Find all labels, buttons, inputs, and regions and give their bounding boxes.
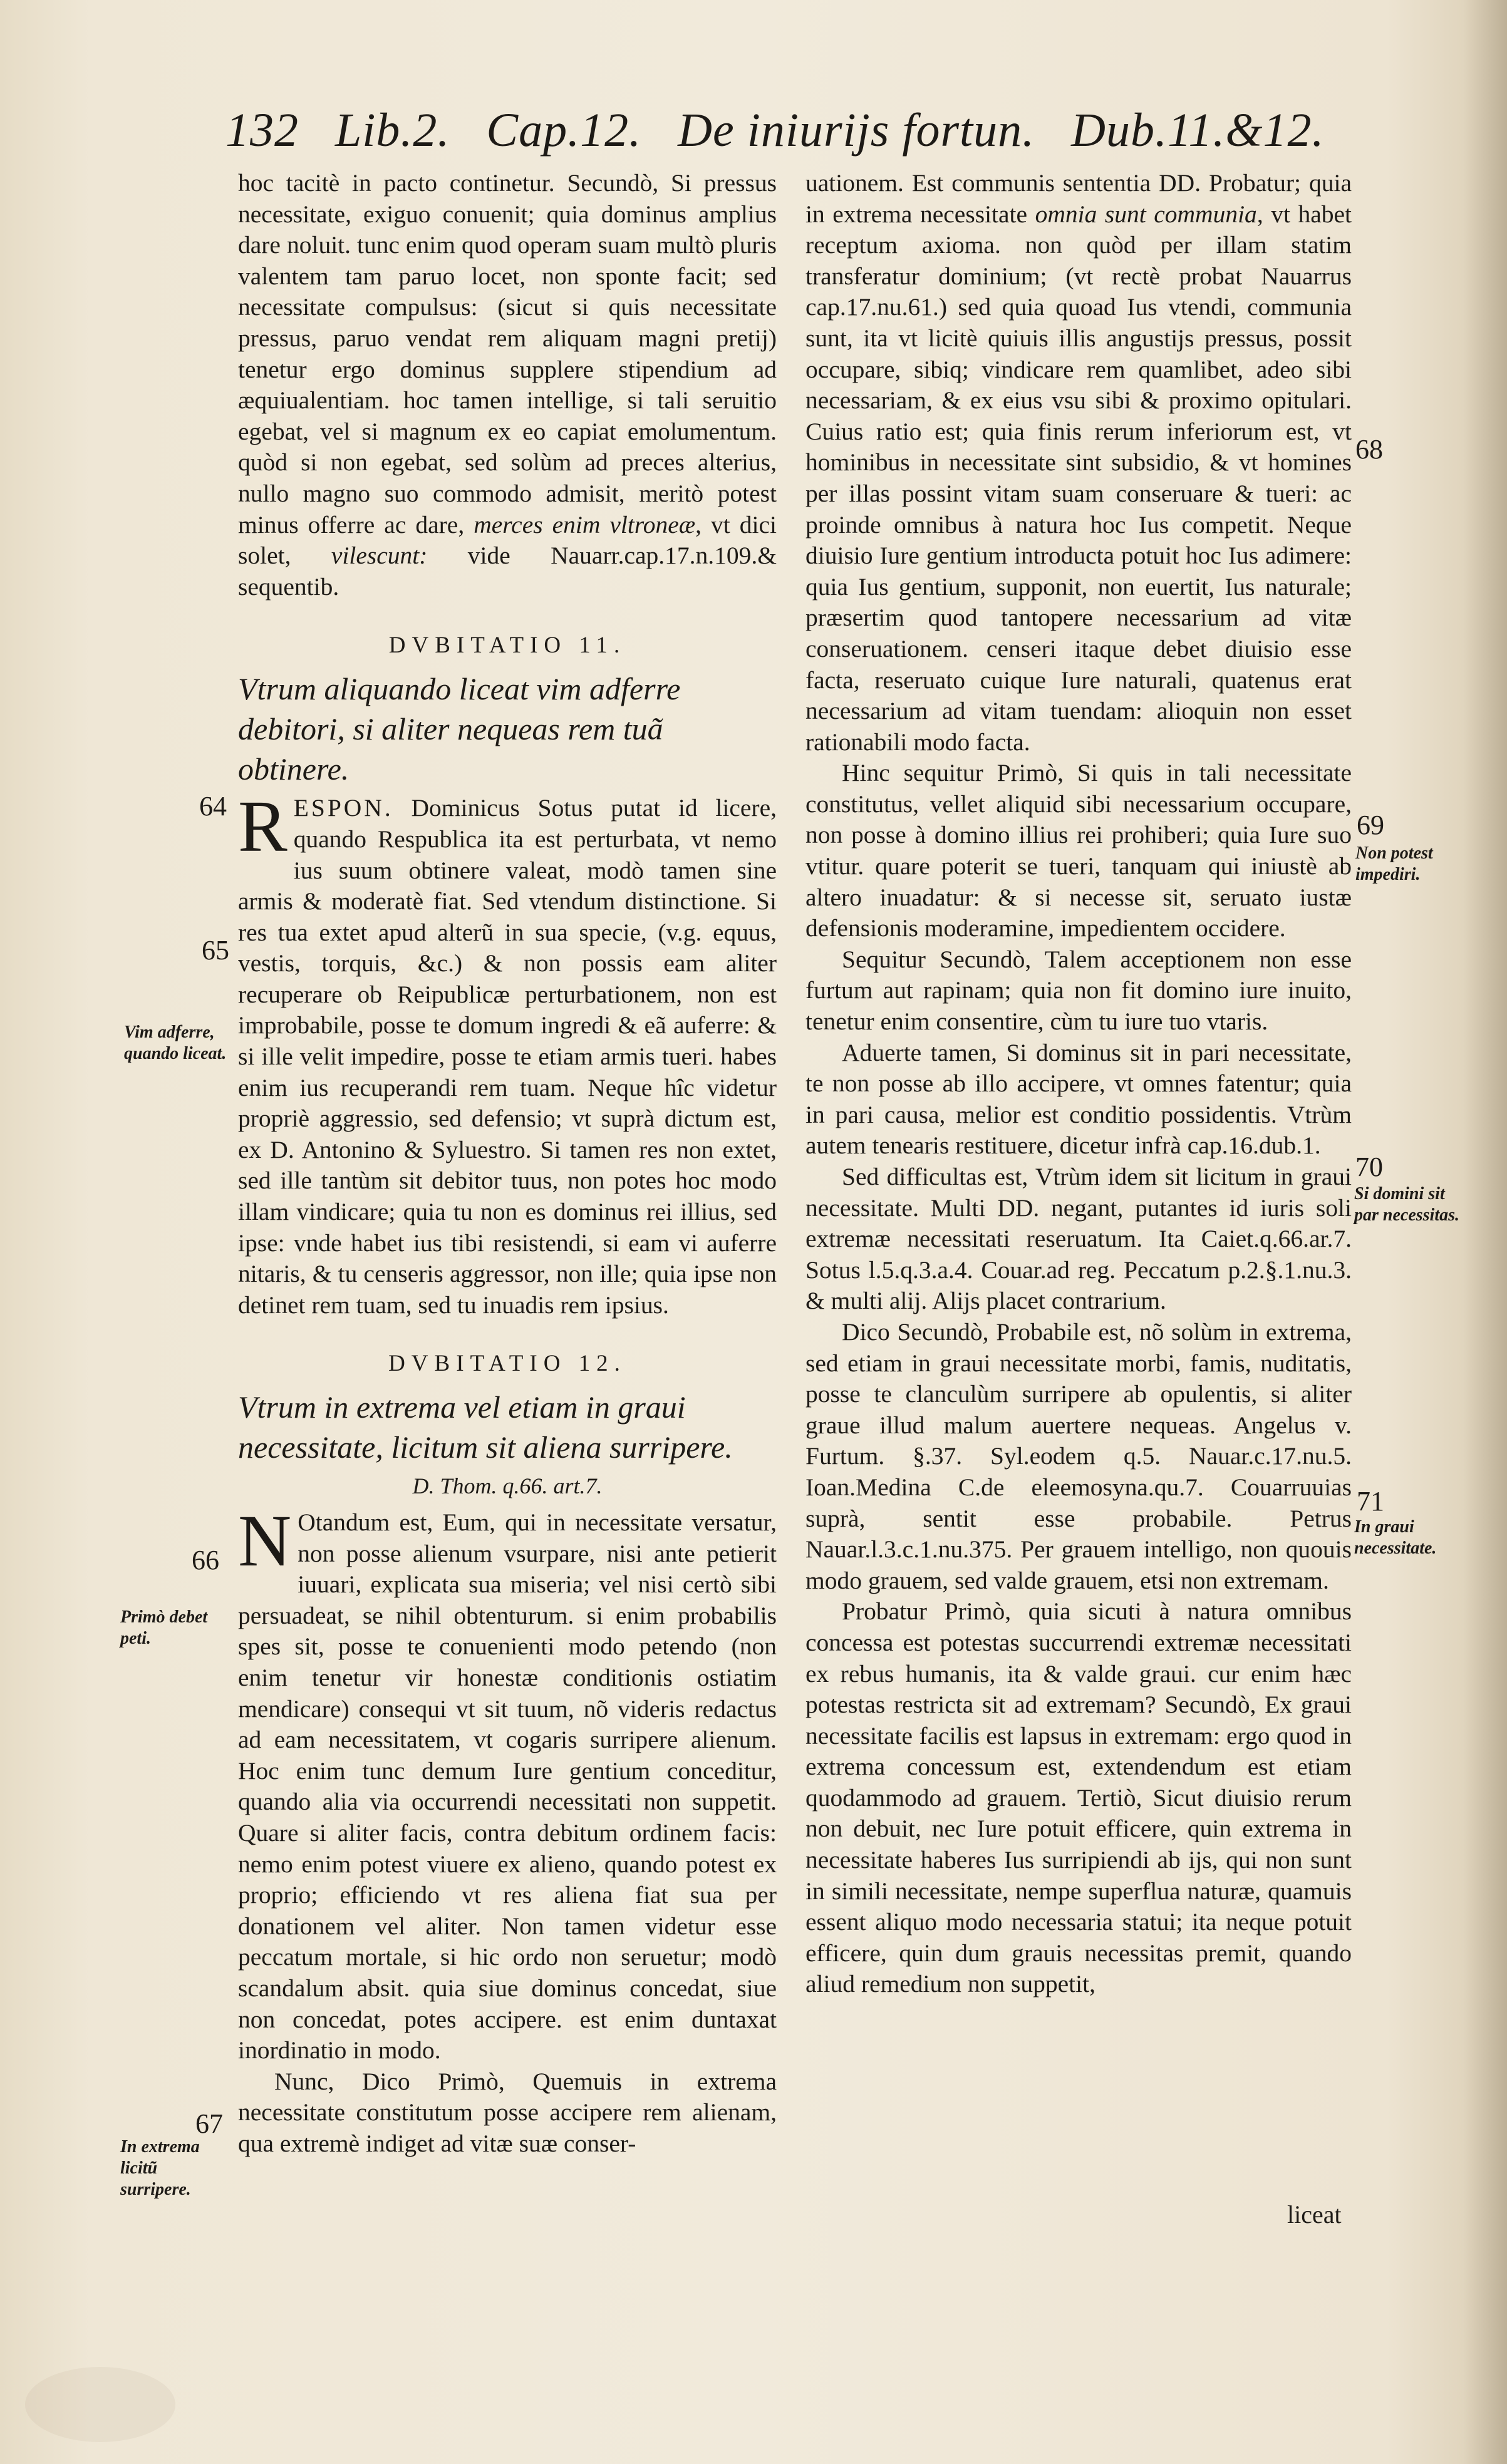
catchword: liceat [1287,2200,1342,2229]
margin-number-69: 69 [1357,810,1384,840]
intro-paragraph: hoc tacitè in pacto continetur. Secundò, Si pressus necessitate, exiguo conuenit; quia dominus amplius dare noluit. tunc enim quod operam suam multò pluris valentem tam paruo locet, non sponte facit; sed necessitate compulsus: (sicut si quis necessitate pressus, paruo vendat rem aliquam magni pretij) tenetur ergo dominus supplere stipendium ad æquiualentiam. hoc tamen intellige, si tali seruitio egebat, vel si magnum ex eo capiat emolumentum. quòd si non egebat, sed solùm ad preces alterius, nullo magno suo commodo admisit, meritò potest minus offerre ac dare, merces enim vltroneæ, vt dici solet, vilescunt: vide Nauarr.cap.17.n.109.& sequentib. [238,169,777,601]
margin-note-65: Vim adferre, quando liceat. [124,1023,227,1063]
right-paragraph-5: Sed difficultas est, Vtrùm idem sit licitum in graui necessitate. Multi DD. negant, putantes id iuris soli extremæ necessitati reseruatum. Ita Caiet.q.66.ar.7. Sotus l.5.q.3.a.4. Couar.ad reg. Peccatum p.2.§.1.nu.3. & multi alij. Alijs placet contrarium. [805,1163,1352,1315]
drop-cap-r: R [238,785,287,868]
dubitatio-12-title: Vtrum in extrema vel etiam in graui necessitate, licitum sit aliena surripere. [238,1389,733,1465]
margin-note-66: Primò debet peti. [120,1607,208,1648]
right-paragraph-4: Aduerte tamen, Si dominus sit in pari necessitate, te non posse ab illo accipere, vt omnes fatentur; quia in pari causa, melior est conditio possidentis. Vtrùm autem tenearis restituere, dicetur infrà cap.16.dub.1. [805,1038,1352,1160]
right-paragraph-6: Dico Secundò, Probabile est, nõ solùm in extrema, sed etiam in graui necessitate morbi, famis, nuditatis, posse te clanculùm surripere ab opulentis, si aliter graue illud malum auertere nequeas. Angelus v. Furtum. §.37. Syl.eodem q.5. Nauar.c.17.nu.5. Ioan.Medina C.de eleemosyna.qu.7. Couarruuias suprà, sentit esse probabile. Petrus Nauar.l.3.c.1.nu.375. Per grauem intelligo, non quouis modo grauem, sed valde grauem, etsi non extremam. [805,1317,1352,1594]
dubitatio-12-heading: DVBITATIO 12. [388,1351,626,1377]
margin-note-70: Si domini sit par necessitas. [1354,1184,1459,1225]
dubitatio-12-reference: D. Thom. q.66. art.7. [412,1473,603,1499]
margin-number-64: 64 [199,791,227,822]
book-ref: Lib.2. [335,104,450,157]
dubitatio-11-heading: DVBITATIO 11. [388,632,626,659]
subject-title: De iniurijs fortun. [678,104,1035,157]
page-number: 132 [225,104,299,157]
margin-number-70: 70 [1355,1152,1383,1182]
dico-primo-paragraph: Nunc, Dico Primò, Quemuis in extrema necessitate constitutum posse accipere rem alienam, qua extremè indiget ad vitæ suæ conser- [238,2067,777,2157]
dubitatio-11-body: R ESPON. Dominicus Sotus putat id licere, quando Respublica ita est perturbata, vt nemo ius suum obtinere valeat, modò tamen sine armis & moderatè fiat. Sed vtendum distinctione. Si res tua extet apud alterũ in sua specie, (v.g. equus, vestis, torquis, &c.) & non possis eam aliter recuperare ob Reipublicæ perturbationem, non est improbabile, posse te domum ingredi & eã auferre: & si ille velit impedire, posse te etiam armis tueri. habes enim ius recuperandi rem tuam. Neque hîc videtur propriè aggressio, sed defensio; vt suprà dictum est, ex D. Antonino & Syluestro. Si tamen res non extet, sed ille tantùm sit debitor tuus, non potes hoc modo illam vindicare; quia tu non es dominus rei illius, sed ipse: vnde habet ius tibi resistendi, si eam vi auferre nitaris, & tu censeris aggressor, non ille; quia ipse non detinet rem tuam, sed tu inuadis rem ipsius. [238,785,777,1319]
running-head [225,103,1353,160]
dubia-ref: Dub.11.&12. [1071,104,1325,157]
right-paragraph-2: Hinc sequitur Primò, Si quis in tali necessitate constitutus, vellet aliquid sibi necessarium occupare, non posse à domino illius rei prohiberi; quia Iure suo vtitur. quare poterit se tueri, tanquam qui iniustè ab altero inuadatur: & si necesse sit, seruato iustæ defensionis moderamine, impedientem occidere. [805,759,1352,942]
right-column [805,168,1352,2000]
right-paragraph-1: uationem. Est communis sententia DD. Probatur; quia in extrema necessitate omnia sunt communia, vt habet receptum axioma. non quòd per illam statim transferatur dominium; (vt rectè probat Nauarrus cap.17.nu.61.) sed quia quoad Ius vtendi, communia sunt, ita vt licitè quiuis illis angustijs pressus, possit occupare, sibiq; vindicare rem quamlibet, adeo sibi necessariam, & ex eius vsu sibi & proximo opitulari. Cuius ratio est; quia finis rerum inferiorum est, vt hominibus in necessitate sint subsidio, & vt homines per illas possint vitam suam conseruare & tueri: ac proinde omnibus à natura hoc Ius competit. Neque diuisio Iure gentium introducta potuit hoc Ius adimere: quia Ius gentium, supponit, non euertit, Ius naturale; præsertim quod tantopere necessarium ad vitæ conseruationem. censeri itaque debet diuisio esse facta, reseruato cuique Iure naturali, quatenus erat necessarium ad vitam tuendam: alioquin non esset rationabili modo facta. [805,169,1352,756]
page-edge-shadow [1463,0,1507,2464]
chapter-ref: Cap.12. [486,104,642,157]
intro-italic-2: vilescunt: [331,542,428,570]
left-column [238,168,777,2159]
axiom-italic: omnia sunt communia [1035,200,1257,228]
margin-number-68: 68 [1355,434,1383,465]
right-paragraph-7: Probatur Primò, quia sicuti à natura omnibus concessa est potestas succurrendi extremæ necessitati ex rebus humanis, ita & valde graui. cur enim hæc potestas restricta sit ad extremam? Secundò, Ex graui necessitate facilis est lapsus in extremam: ergo quod in extrema concessum est, extendendum est etiam quodammodo ad grauem. Tertiò, Sicut diuisio rerum non debuit, nec Iure potuit efficere, quin extrema in necessitate haberes Ius surripiendi ab ijs, qui non sunt in simili necessitate, nempe superflua naturæ, quamuis essent aliquo modo necessaria statui; ita neque potuit efficere, quin dum grauis necessitas premit, quando aliud remedium non suppetit, [805,1597,1352,1998]
intro-italic: merces enim vltroneæ [474,510,696,539]
margin-number-67: 67 [195,2108,223,2139]
margin-number-65: 65 [202,935,229,966]
margin-note-69: Non potest impediri. [1355,843,1433,884]
margin-note-71: In graui necessitate. [1354,1517,1437,1558]
respon-label: ESPON. [293,794,393,822]
margin-number-71: 71 [1357,1486,1384,1517]
margin-note-67: In extrema licitũ surripere. [120,2137,200,2199]
dubitatio-11-title: Vtrum aliquando liceat vim adferre debitori, si aliter nequeas rem tuã obtinere. [238,671,681,787]
right-paragraph-3: Sequitur Secundò, Talem acceptionem non esse furtum aut rapinam; quia non fit domino iure inuito, tenetur enim consentire, cùm tu iure tuo vtaris. [805,945,1352,1036]
dubitatio-12-body: N Otandum est, Eum, qui in necessitate versatur, non posse alienum vsurpare, nisi ante petierit iuuari, explicata sua miseria; vel nisi certò sibi persuadeat, se nihil obtenturum. si enim probabilis spes sit, posse te conuenienti modo petendo (non enim tenetur vir honestæ conditionis ostiatim mendicare) consequi vt sit tuum, nõ videris redactus ad eam necessitatem, vt cogaris surripere alienum. Hoc enim tunc demum Iure gentium conceditur, quando alia via occurrendi necessitati non suppetit. Quare si aliter facis, contra debitum ordinem facis: nemo enim potest viuere ex alieno, quando potest ex proprio; efficiendo vt res aliena fiat sua per donationem vel aliter. Non tamen videtur esse peccatum mortale, si hic ordo non seruetur; modò scandalum absit. quia siue dominus concedat, siue non concedat, potes accipere. est enim duntaxat inordinatio in modo. [238,1500,777,2065]
paper-stain [25,2367,175,2442]
margin-number-66: 66 [192,1545,219,1575]
drop-cap-n: N [238,1500,292,1582]
